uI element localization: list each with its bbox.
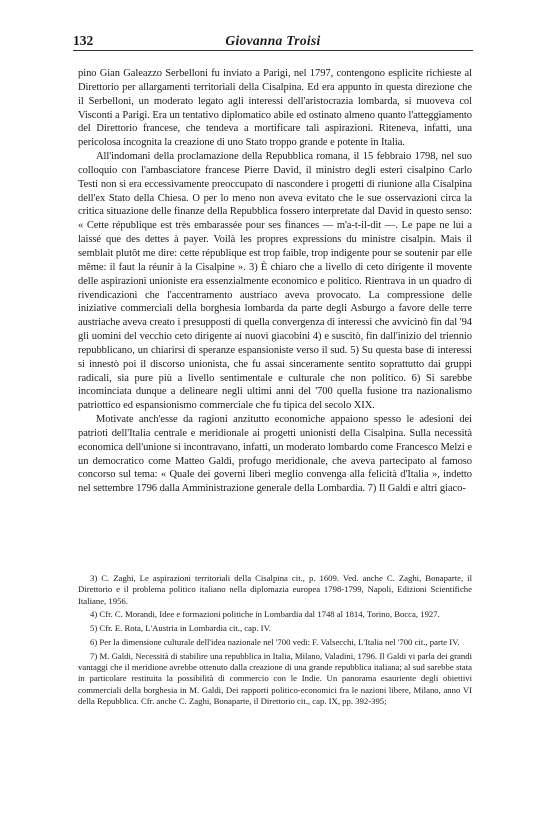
footnote: 6) Per la dimensione culturale dell'idea nazionale nel '700 vedi: F. Valsecchi, L'Italia nel '700 cit., parte IV. [90,636,460,647]
footnotes [78,573,472,707]
footnote: 3) C. Zaghi, Le aspirazioni territoriali della Cisalpina cit., p. 1609. Ved. anche C. Zaghi, Bonaparte, il Direttorio e il problema politico italiano nella diplomazia europea 1798-1799, Napoli, Edizioni Scientifiche Italiane, 1956. [78,573,472,606]
footnote: 4) Cfr. C. Morandi, Idee e formazioni politiche in Lombardia dal 1748 al 1814, Torino, Bocca, 1927. [90,609,440,620]
page-number: 132 [73,33,94,48]
running-header [73,33,473,49]
running-title: Giovanna Troisi [225,33,321,48]
footnote: 5) Cfr. E. Rota, L'Austria in Lombardia cit., cap. IV. [90,623,271,634]
body-paragraph: Motivate anch'esse da ragioni anzitutto economiche appaiono spesso le adesioni dei patrioti dell'Italia centrale e meridionale ai progetti unionisti della Cisalpina. Sulla necessità economica dell'unione si incontravano, infatti, un moderato lombardo come Francesco Melzi e un democratico come Matteo Galdi, profugo meridionale, che aveva partecipato al famoso concorso sul tema: « Quale dei governi liberi meglio convenga alla felicità d'Italia », indetto nel settembre 1796 dalla Amministrazione generale della Lombardia. 7) Il Galdi e altri giaco- [78,414,472,495]
body-paragraph: All'indomani della proclamazione della Repubblica romana, il 15 febbraio 1798, nel suo colloquio con l'ambasciatore francese Pierre David, il ministro degli esteri cisalpino Carlo Testi non si era eccessivamente preoccupato di nascondere i progetti di riunione alla Cisalpina dell'ex Stato della Chiesa. O per lo meno non aveva evitato che le sue osservazioni circa la critica situazione delle finanze della Repubblica fossero interpretate dal David in questo senso: « Cette république est très embarassée pour ses finances — m'a-t-il-dit —. Le pape ne lui a laissé que des dettes à payer. Voilà les propres expressions du ministre cisalpin. Mais il semblait plutôt me dire: cette république est trop faible, trop indigente pour se soutenir par elle même: il faut la réunir à la Cisalpine ». 3) È chiaro che a livello di ceto dirigente il movente delle aspirazioni unioniste era essenzialmente economico e politico. Rientrava in un quadro di rivendicazioni che l'accentramento austriaco aveva provocato. La compressione delle iniziative commerciali della borghesia lombarda da parte degli Asburgo a favore delle terre austriache aveva creato i presupposti di quella convergenza di interessi che avvicinò fin dal '94 gli uomini del vecchio ceto dirigente ai nuovi giacobini 4) e suscitò, fin dall'inizio del triennio repubblicano, un chiarirsi di speranze espansioniste verso il sud. 5) Su questa base di interessi si innestò poi il discorso unionista, che fu assai sinceramente sentito soprattutto dai gruppi radicali, sia pure più a livello sentimentale e culturale che non politico. 6) Si sarebbe incominciata dunque a delineare negli ultimi anni del '700 quella fusione tra nazionalismo patriottico ed espansionismo commerciale che fu tipica del secolo XIX. [78,151,472,412]
body-text [78,67,472,496]
header-rule [73,50,473,51]
footnote: 7) M. Galdi, Necessità di stabilire una repubblica in Italia, Milano, Valadini, 1796. Il Galdi vi parla dei grandi vantaggi che il meridione avrebbe ottenuto dalla creazione di una grande repubblica italiana; al sud sarebbe stata in particolare restituita la possibilità di commercio con le Indie. Un panorama esauriente degli obiettivi commerciali della borghesia in M. Galdi, Dei rapporti politico-economici fra le nazioni libere, Milano, anno VI della Repubblica. Cfr. anche C. Zaghi, Bonaparte, il Direttorio cit., cap. IX, pp. 392-395; [78,650,472,706]
body-paragraph: pino Gian Galeazzo Serbelloni fu inviato a Parigi, nel 1797, contengono esplicite richieste al Direttorio per allargamenti territoriali della Cisalpina. Ed era appunto in questa direzione che il Serbelloni, un moderato legato agli interessi dell'aristocrazia lombarda, si muoveva col Visconti a Parigi. Era un tentativo diplomatico abile ed ostinato almeno quanto l'atteggiamento del Direttorio francese, che tendeva a mortificare tali aspirazioni. Riteneva, infatti, una pericolosa incognita la creazione di uno Stato troppo grande e potente in Italia. [78,68,472,149]
